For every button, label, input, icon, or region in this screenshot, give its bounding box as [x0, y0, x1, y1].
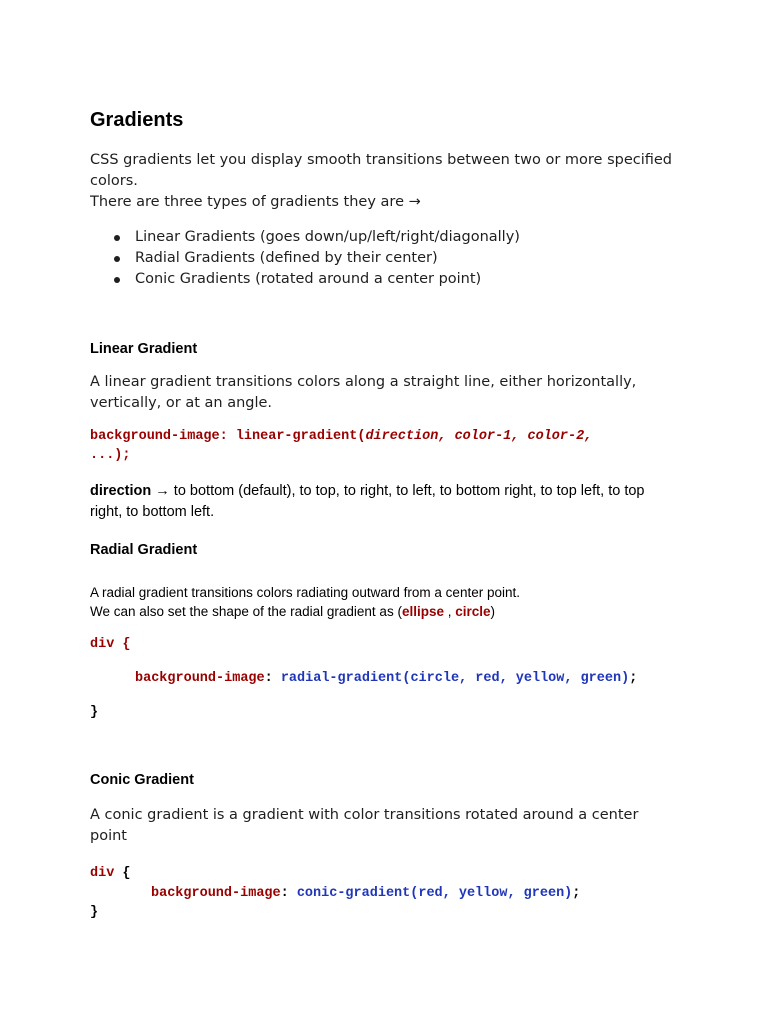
- linear-desc-line-1: A linear gradient transitions colors along a straight line, either horizontally,: [90, 374, 637, 390]
- conic-desc-line-1: A conic gradient is a gradient with color transitions rotated around a center: [90, 807, 639, 823]
- radial-code-value: radial-gradient(circle, red, yellow, green): [280, 671, 630, 686]
- radial-heading: Radial Gradient: [90, 542, 198, 558]
- conic-code-semicolon: ;: [572, 886, 581, 901]
- gradient-types-list: [90, 227, 520, 290]
- linear-code-line-1: [90, 427, 592, 446]
- linear-heading: Linear Gradient: [90, 341, 198, 357]
- conic-code-colon: :: [280, 886, 297, 901]
- shape-circle: circle: [455, 604, 491, 619]
- conic-desc-line-2: point: [90, 828, 127, 844]
- direction-line-1: [90, 481, 645, 502]
- conic-heading: Conic Gradient: [90, 772, 194, 788]
- linear-code-args: direction, color-1, color-2,: [365, 429, 593, 444]
- direction-line-2: right, to bottom left.: [90, 504, 215, 520]
- radial-desc-line-2: [90, 602, 495, 621]
- intro-line-3: There are three types of gradients they are →: [90, 194, 421, 210]
- linear-code-line-2: ...);: [90, 448, 131, 463]
- direction-text-1: → to bottom (default), to top, to right, to left, to bottom right, to top left, to top: [151, 483, 645, 499]
- linear-code-prefix: background-image: linear-gradient(: [90, 429, 366, 444]
- linear-desc-line-2: vertically, or at an angle.: [90, 395, 273, 411]
- intro-line-1: CSS gradients let you display smooth transitions between two or more specified: [90, 152, 673, 168]
- conic-code-body: [151, 884, 580, 903]
- conic-code-prop: background-image: [151, 886, 281, 901]
- radial-desc-suffix: ): [490, 604, 496, 619]
- conic-code-open: [90, 864, 131, 883]
- page-title: Gradients: [90, 109, 184, 131]
- conic-code-brace: {: [114, 866, 131, 881]
- list-item: Linear Gradients (goes down/up/left/right/diagonally): [90, 227, 520, 248]
- conic-code-selector: div: [90, 866, 115, 881]
- direction-label: direction: [90, 483, 152, 499]
- radial-code-close: }: [90, 705, 99, 720]
- radial-code-semicolon: ;: [629, 671, 638, 686]
- intro-line-2: colors.: [90, 173, 138, 189]
- radial-code-body: [135, 669, 637, 688]
- shape-separator: ,: [443, 604, 456, 619]
- list-item: Conic Gradients (rotated around a center point): [90, 269, 520, 290]
- radial-code-open: div {: [90, 637, 131, 652]
- conic-code-close: }: [90, 905, 99, 920]
- radial-code-colon: :: [264, 671, 281, 686]
- radial-code-prop: background-image: [135, 671, 265, 686]
- list-item: Radial Gradients (defined by their center): [90, 248, 520, 269]
- conic-code-value: conic-gradient(red, yellow, green): [296, 886, 573, 901]
- radial-desc-prefix: We can also set the shape of the radial gradient as (: [90, 604, 402, 619]
- shape-ellipse: ellipse: [401, 604, 444, 619]
- radial-desc-line-1: A radial gradient transitions colors radiating outward from a center point.: [90, 585, 520, 600]
